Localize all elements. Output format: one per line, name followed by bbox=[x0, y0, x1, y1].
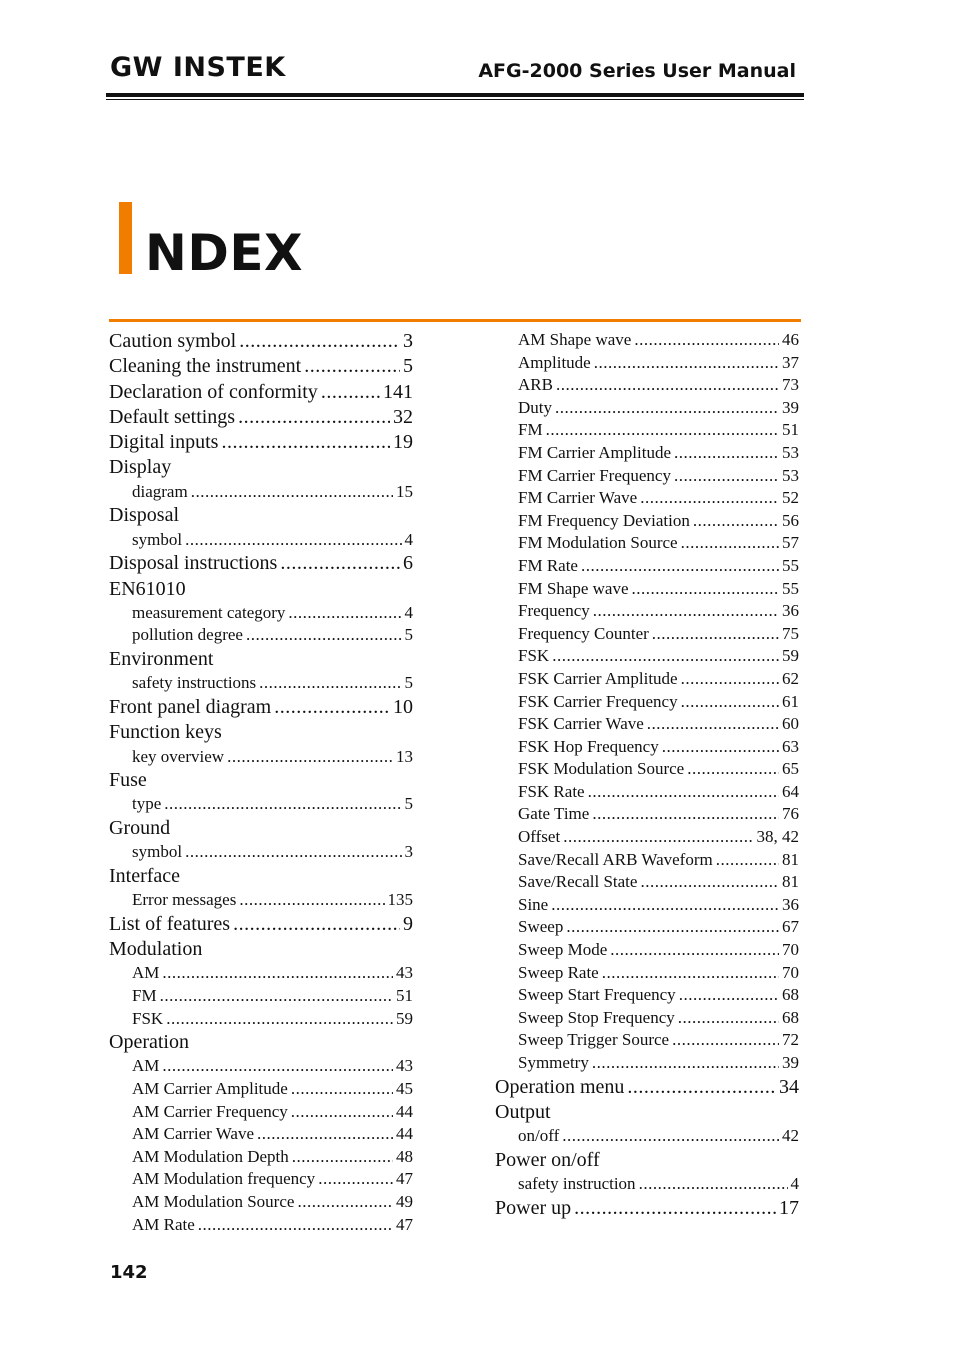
index-page-ref[interactable]: 17 bbox=[779, 1196, 799, 1219]
index-term: AM Shape wave bbox=[518, 330, 632, 349]
index-subentry bbox=[495, 1053, 799, 1076]
dot-leader bbox=[239, 330, 400, 353]
index-entry bbox=[495, 1101, 799, 1126]
dot-leader bbox=[627, 1076, 776, 1099]
index-entry bbox=[109, 431, 413, 456]
index-entry bbox=[109, 938, 413, 963]
dot-leader bbox=[681, 669, 779, 689]
index-subentry bbox=[495, 1008, 799, 1031]
index-term: FSK bbox=[132, 1008, 164, 1028]
dot-leader bbox=[574, 1197, 776, 1220]
index-entry bbox=[109, 648, 413, 673]
index-page-ref[interactable]: 72 bbox=[782, 1030, 799, 1050]
index-subentry bbox=[109, 673, 413, 696]
dot-leader bbox=[239, 890, 384, 910]
index-subentry bbox=[495, 692, 799, 715]
index-page-ref[interactable]: 5 bbox=[404, 625, 413, 645]
index-subentry bbox=[109, 530, 413, 553]
index-term: FSK bbox=[518, 646, 550, 666]
dot-leader bbox=[552, 646, 779, 666]
index-subentry bbox=[495, 533, 799, 556]
index-entry bbox=[109, 552, 413, 577]
index-entry bbox=[109, 330, 413, 355]
index-page-ref[interactable]: 43 bbox=[396, 963, 413, 983]
index-entry bbox=[109, 913, 413, 938]
dot-leader bbox=[227, 747, 393, 767]
index-page-ref[interactable]: 62 bbox=[782, 668, 799, 688]
index-page-ref[interactable]: 43 bbox=[396, 1056, 413, 1076]
index-term: Disposal instructions bbox=[109, 552, 278, 575]
dot-leader bbox=[546, 420, 779, 440]
index-term: Caution symbol bbox=[109, 330, 237, 352]
dot-leader bbox=[662, 737, 779, 757]
index-term: FM bbox=[518, 420, 543, 440]
index-page-ref[interactable]: 68 bbox=[782, 985, 799, 1005]
dot-leader bbox=[681, 533, 779, 553]
index-page-ref[interactable]: 44 bbox=[396, 1124, 413, 1144]
index-page-ref[interactable]: 52 bbox=[782, 488, 799, 508]
index-subentry bbox=[109, 747, 413, 770]
index-subentry bbox=[495, 579, 799, 602]
index-subentry bbox=[495, 1030, 799, 1053]
index-term: Sweep Mode bbox=[518, 940, 608, 960]
header-rule-thin bbox=[106, 99, 804, 100]
index-term: Sweep Stop Frequency bbox=[518, 1007, 675, 1027]
index-term: Display bbox=[109, 456, 172, 479]
index-page-ref[interactable]: 81 bbox=[782, 872, 799, 892]
index-entry bbox=[109, 721, 413, 746]
index-subentry bbox=[495, 601, 799, 624]
index-term: FM Carrier Frequency bbox=[518, 465, 671, 485]
index-page-ref[interactable]: 44 bbox=[396, 1101, 413, 1121]
index-term: Sweep Rate bbox=[518, 962, 599, 982]
index-term: Frequency Counter bbox=[518, 623, 649, 643]
index-subentry bbox=[109, 794, 413, 817]
dot-leader bbox=[185, 530, 401, 550]
dot-leader bbox=[678, 1008, 779, 1028]
index-page-ref[interactable]: 4 bbox=[404, 602, 413, 622]
index-term: Sweep Trigger Source bbox=[518, 1030, 670, 1050]
index-term: Cleaning the instrument bbox=[109, 355, 302, 378]
index-entry bbox=[495, 1197, 799, 1222]
dot-leader bbox=[640, 488, 779, 508]
dot-leader bbox=[566, 917, 779, 937]
index-page-ref[interactable]: 4 bbox=[790, 1174, 799, 1194]
header-rule bbox=[106, 93, 804, 97]
index-page-ref[interactable]: 51 bbox=[396, 985, 413, 1005]
index-page-ref[interactable]: 53 bbox=[782, 442, 799, 462]
index-term: FM Frequency Deviation bbox=[518, 510, 690, 530]
index-term: Output bbox=[495, 1100, 551, 1123]
index-term: pollution degree bbox=[132, 625, 243, 645]
index-entry bbox=[109, 817, 413, 842]
index-page-ref[interactable]: 47 bbox=[396, 1169, 413, 1189]
index-term: ARB bbox=[518, 375, 553, 395]
index-term: FM Modulation Source bbox=[518, 533, 678, 553]
index-title-initial bbox=[119, 202, 132, 274]
index-entry bbox=[109, 578, 413, 603]
index-page-ref[interactable]: 59 bbox=[396, 1008, 413, 1028]
index-subentry bbox=[495, 963, 799, 986]
index-subentry bbox=[109, 890, 413, 913]
index-subentry bbox=[495, 827, 799, 850]
index-term: measurement category bbox=[132, 602, 286, 622]
index-subentry bbox=[495, 443, 799, 466]
index-term: AM Modulation Depth bbox=[132, 1146, 289, 1166]
dot-leader bbox=[672, 1030, 779, 1050]
index-page-ref[interactable]: 36 bbox=[782, 601, 799, 621]
index-page-ref[interactable]: 51 bbox=[782, 420, 799, 440]
index-term: Modulation bbox=[109, 938, 203, 961]
index-page-ref[interactable]: 68 bbox=[782, 1007, 799, 1027]
dot-leader bbox=[610, 940, 779, 960]
index-term: Operation bbox=[109, 1031, 189, 1054]
index-page-ref[interactable]: 3 bbox=[403, 330, 413, 352]
index-page-ref[interactable]: 55 bbox=[782, 555, 799, 575]
index-term: AM Carrier Amplitude bbox=[132, 1079, 288, 1099]
dot-leader bbox=[246, 625, 402, 645]
index-page-ref[interactable]: 46 bbox=[782, 330, 799, 349]
brand-logo: GW INSTEK bbox=[110, 52, 286, 83]
index-term: Power on/off bbox=[495, 1148, 600, 1171]
index-term: AM Rate bbox=[132, 1214, 195, 1234]
index-term: Amplitude bbox=[518, 352, 591, 372]
index-term: List of features bbox=[109, 912, 231, 935]
index-subentry bbox=[109, 1169, 413, 1192]
dot-leader bbox=[592, 1053, 779, 1073]
index-page-ref[interactable]: 64 bbox=[782, 781, 799, 801]
index-page-ref[interactable]: 38, 42 bbox=[756, 827, 799, 847]
index-term: Sine bbox=[518, 894, 549, 914]
index-term: FM Rate bbox=[518, 555, 578, 575]
dot-leader bbox=[679, 985, 779, 1005]
index-term: type bbox=[132, 794, 162, 814]
index-page-ref[interactable]: 53 bbox=[782, 465, 799, 485]
index-subentry bbox=[495, 759, 799, 782]
index-page-ref[interactable]: 34 bbox=[779, 1075, 799, 1098]
dot-leader bbox=[592, 804, 779, 824]
index-term: Save/Recall ARB Waveform bbox=[518, 849, 713, 869]
index-term: FSK Rate bbox=[518, 781, 585, 801]
dot-leader bbox=[652, 624, 779, 644]
index-title: NDEX bbox=[145, 224, 304, 282]
index-term: diagram bbox=[132, 481, 188, 501]
index-term: on/off bbox=[518, 1126, 560, 1146]
dot-leader bbox=[280, 552, 400, 575]
index-subentry bbox=[495, 466, 799, 489]
index-term: Save/Recall State bbox=[518, 872, 638, 892]
index-term: AM Carrier Frequency bbox=[132, 1101, 288, 1121]
dot-leader bbox=[693, 511, 779, 531]
index-subentry bbox=[495, 669, 799, 692]
index-subentry bbox=[495, 353, 799, 376]
dot-leader bbox=[674, 466, 779, 486]
index-entry bbox=[109, 381, 413, 406]
index-term: AM bbox=[132, 963, 160, 983]
index-page-ref[interactable]: 135 bbox=[387, 890, 413, 910]
index-subentry bbox=[495, 398, 799, 421]
index-entry bbox=[109, 456, 413, 481]
dot-leader bbox=[639, 1174, 788, 1194]
index-subentry bbox=[495, 782, 799, 805]
index-subentry bbox=[495, 1126, 799, 1149]
index-term: Frequency bbox=[518, 601, 590, 621]
index-subentry bbox=[495, 511, 799, 534]
dot-leader bbox=[162, 1056, 393, 1076]
dot-leader bbox=[274, 696, 390, 719]
index-subentry bbox=[109, 603, 413, 626]
dot-leader bbox=[640, 872, 779, 892]
index-term: Default settings bbox=[109, 405, 236, 428]
dot-leader bbox=[259, 673, 401, 693]
index-entry bbox=[109, 406, 413, 431]
index-page-ref[interactable]: 9 bbox=[403, 912, 413, 935]
index-term: FSK Carrier Wave bbox=[518, 714, 644, 734]
index-subentry bbox=[109, 986, 413, 1009]
index-page-ref[interactable]: 13 bbox=[396, 746, 413, 766]
dot-leader bbox=[318, 1169, 393, 1189]
index-term: Offset bbox=[518, 827, 561, 847]
index-term: Symmetry bbox=[518, 1053, 589, 1072]
index-page-ref[interactable]: 3 bbox=[404, 842, 413, 862]
index-subentry bbox=[495, 895, 799, 918]
index-subentry bbox=[109, 1192, 413, 1215]
index-entry bbox=[109, 504, 413, 529]
index-page-ref[interactable]: 37 bbox=[782, 352, 799, 372]
dot-leader bbox=[164, 794, 401, 814]
index-page-ref[interactable]: 55 bbox=[782, 578, 799, 598]
index-subentry bbox=[109, 625, 413, 648]
index-page-ref[interactable]: 4 bbox=[404, 529, 413, 549]
index-page-ref[interactable]: 5 bbox=[403, 355, 413, 378]
index-subentry bbox=[495, 714, 799, 737]
index-subentry bbox=[495, 1174, 799, 1197]
title-divider bbox=[109, 319, 801, 322]
index-subentry bbox=[109, 842, 413, 865]
index-entry bbox=[109, 769, 413, 794]
index-term: FSK Hop Frequency bbox=[518, 736, 659, 756]
index-entry bbox=[109, 355, 413, 380]
index-term: safety instructions bbox=[132, 673, 257, 693]
dot-leader bbox=[631, 579, 779, 599]
dot-leader bbox=[238, 406, 390, 429]
index-subentry bbox=[109, 1056, 413, 1079]
dot-leader bbox=[233, 913, 400, 936]
index-subentry bbox=[109, 1147, 413, 1170]
index-term: Declaration of conformity bbox=[109, 380, 318, 403]
index-subentry bbox=[495, 872, 799, 895]
index-subentry bbox=[495, 330, 799, 353]
dot-leader bbox=[191, 482, 393, 502]
index-term: Ground bbox=[109, 817, 171, 840]
index-subentry bbox=[495, 646, 799, 669]
index-term: Fuse bbox=[109, 769, 147, 792]
dot-leader bbox=[594, 353, 779, 373]
index-subentry bbox=[109, 1102, 413, 1125]
index-page-ref[interactable]: 63 bbox=[782, 736, 799, 756]
index-term: Function keys bbox=[109, 721, 222, 744]
index-term: FM Carrier Amplitude bbox=[518, 442, 671, 462]
index-term: symbol bbox=[132, 529, 183, 549]
index-term: symbol bbox=[132, 842, 183, 862]
dot-leader bbox=[291, 1079, 393, 1099]
index-page-ref[interactable]: 60 bbox=[782, 714, 799, 734]
index-subentry bbox=[495, 917, 799, 940]
index-term: Environment bbox=[109, 648, 214, 671]
dot-leader bbox=[581, 556, 779, 576]
index-page-ref[interactable]: 81 bbox=[782, 849, 799, 869]
index-page-ref[interactable]: 57 bbox=[782, 533, 799, 553]
index-term: AM Modulation frequency bbox=[132, 1169, 316, 1189]
index-subentry bbox=[109, 1079, 413, 1102]
dot-leader bbox=[321, 381, 380, 404]
index-term: Sweep Start Frequency bbox=[518, 985, 676, 1005]
index-page-ref[interactable]: 67 bbox=[782, 917, 799, 937]
index-subentry bbox=[495, 375, 799, 398]
index-term: Duty bbox=[518, 397, 552, 417]
dot-leader bbox=[681, 692, 779, 712]
index-term: FSK Modulation Source bbox=[518, 759, 685, 779]
index-page-ref[interactable]: 70 bbox=[782, 962, 799, 982]
dot-leader bbox=[674, 443, 779, 463]
index-term: Interface bbox=[109, 864, 181, 887]
dot-leader bbox=[593, 601, 779, 621]
index-entry bbox=[495, 1076, 799, 1101]
manual-title: AFG-2000 Series User Manual bbox=[478, 60, 796, 82]
index-subentry bbox=[495, 488, 799, 511]
index-subentry bbox=[109, 1009, 413, 1032]
index-subentry bbox=[109, 1124, 413, 1147]
index-subentry bbox=[495, 556, 799, 579]
index-page-ref[interactable]: 75 bbox=[782, 623, 799, 643]
index-term: Digital inputs bbox=[109, 431, 219, 454]
dot-leader bbox=[288, 603, 401, 623]
dot-leader bbox=[198, 1215, 393, 1235]
index-page-ref[interactable]: 45 bbox=[396, 1079, 413, 1099]
dot-leader bbox=[292, 1147, 393, 1167]
index-term: EN61010 bbox=[109, 577, 186, 600]
dot-leader bbox=[562, 1126, 779, 1146]
index-page-ref[interactable]: 5 bbox=[404, 673, 413, 693]
dot-leader bbox=[160, 986, 393, 1006]
index-term: Sweep bbox=[518, 917, 564, 937]
index-term: FSK Carrier Frequency bbox=[518, 691, 678, 711]
index-page-ref[interactable]: 48 bbox=[396, 1146, 413, 1166]
index-subentry bbox=[495, 985, 799, 1008]
index-subentry bbox=[495, 804, 799, 827]
dot-leader bbox=[185, 842, 401, 862]
index-term: AM Modulation Source bbox=[132, 1192, 295, 1212]
index-term: Error messages bbox=[132, 890, 237, 910]
index-page-ref[interactable]: 6 bbox=[403, 552, 413, 575]
index-term: FM bbox=[132, 985, 157, 1005]
dot-leader bbox=[647, 714, 779, 734]
index-subentry bbox=[495, 737, 799, 760]
index-term: FM Carrier Wave bbox=[518, 488, 638, 508]
dot-leader bbox=[304, 355, 400, 378]
index-term: safety instruction bbox=[518, 1174, 636, 1194]
dot-leader bbox=[563, 827, 753, 847]
index-page-ref[interactable]: 73 bbox=[782, 375, 799, 395]
index-column-left bbox=[109, 330, 413, 1237]
dot-leader bbox=[297, 1192, 393, 1212]
dot-leader bbox=[588, 782, 779, 802]
index-page-ref[interactable]: 65 bbox=[782, 759, 799, 779]
index-page-ref[interactable]: 36 bbox=[782, 894, 799, 914]
index-column-right bbox=[495, 330, 799, 1222]
index-term: Power up bbox=[495, 1196, 572, 1219]
dot-leader bbox=[556, 375, 779, 395]
index-term: AM Carrier Wave bbox=[132, 1124, 254, 1144]
index-page-ref[interactable]: 59 bbox=[782, 646, 799, 666]
index-page-ref[interactable]: 47 bbox=[396, 1214, 413, 1234]
dot-leader bbox=[716, 850, 779, 870]
index-entry bbox=[109, 865, 413, 890]
index-page-ref[interactable]: 32 bbox=[393, 405, 413, 428]
index-subentry bbox=[109, 963, 413, 986]
index-term: Disposal bbox=[109, 504, 179, 527]
dot-leader bbox=[291, 1102, 393, 1122]
index-page-ref[interactable]: 61 bbox=[782, 691, 799, 711]
index-term: FSK Carrier Amplitude bbox=[518, 668, 678, 688]
index-term: AM bbox=[132, 1056, 160, 1076]
dot-leader bbox=[555, 398, 779, 418]
index-page-ref[interactable]: 39 bbox=[782, 1053, 799, 1072]
page-number: 142 bbox=[110, 1262, 148, 1283]
dot-leader bbox=[166, 1009, 393, 1029]
index-page-ref[interactable]: 39 bbox=[782, 397, 799, 417]
index-page-ref[interactable]: 19 bbox=[393, 431, 413, 454]
index-term: Gate Time bbox=[518, 804, 590, 824]
index-subentry bbox=[495, 850, 799, 873]
index-subentry bbox=[109, 482, 413, 505]
index-page-ref[interactable]: 42 bbox=[782, 1126, 799, 1146]
index-term: key overview bbox=[132, 746, 225, 766]
index-entry bbox=[109, 1031, 413, 1056]
dot-leader bbox=[162, 963, 393, 983]
index-page-ref[interactable]: 15 bbox=[396, 481, 413, 501]
dot-leader bbox=[634, 330, 779, 350]
index-subentry bbox=[495, 420, 799, 443]
index-page-ref[interactable]: 10 bbox=[393, 695, 413, 718]
index-term: Front panel diagram bbox=[109, 695, 272, 718]
index-page-ref[interactable]: 76 bbox=[782, 804, 799, 824]
index-subentry bbox=[495, 624, 799, 647]
dot-leader bbox=[551, 895, 779, 915]
index-term: Operation menu bbox=[495, 1075, 625, 1098]
index-entry bbox=[495, 1149, 799, 1174]
index-term: FM Shape wave bbox=[518, 578, 629, 598]
index-page-ref[interactable]: 5 bbox=[404, 794, 413, 814]
dot-leader bbox=[602, 963, 779, 983]
index-subentry bbox=[109, 1215, 413, 1238]
dot-leader bbox=[257, 1124, 393, 1144]
dot-leader bbox=[221, 431, 390, 454]
index-page-ref[interactable]: 141 bbox=[383, 380, 413, 403]
index-page-ref[interactable]: 49 bbox=[396, 1192, 413, 1212]
index-page-ref[interactable]: 56 bbox=[782, 510, 799, 530]
index-entry bbox=[109, 696, 413, 721]
index-page-ref[interactable]: 70 bbox=[782, 940, 799, 960]
index-subentry bbox=[495, 940, 799, 963]
dot-leader bbox=[687, 759, 779, 779]
